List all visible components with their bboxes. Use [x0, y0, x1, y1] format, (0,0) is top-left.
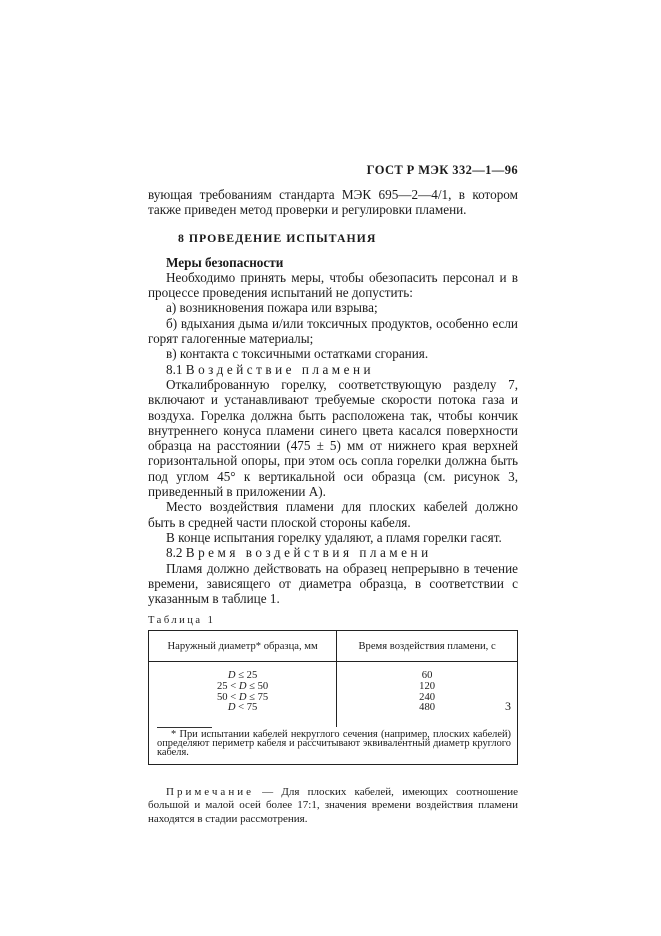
section-8-2-number: 8.2 — [166, 545, 183, 561]
safety-item-a: а) возникновения пожара или взрыва; — [166, 300, 378, 316]
table-header-row — [149, 631, 518, 662]
flame-time-table — [148, 630, 518, 764]
section-8-1-title: Воздействие пламени — [185, 361, 375, 377]
section-8-1-heading — [148, 362, 518, 377]
diameter-cell: D < 75 — [149, 703, 337, 727]
table-header — [149, 631, 518, 662]
safety-measures-heading: Меры безопасности — [166, 254, 284, 270]
safety-item-v: в) контакта с токсичными остатками сгорания. — [166, 346, 429, 362]
diameter-column-header: Наружный диаметр* образца, мм — [149, 631, 337, 662]
time-cell: 240 — [419, 691, 436, 703]
time-cell: 120 — [419, 681, 436, 693]
table-row — [149, 693, 518, 704]
safety-intro-paragraph: Необходимо принять меры, чтобы обезопасить персонал и в процессе проведения испытаний не допустить: — [148, 269, 518, 301]
flat-cable-paragraph: Место воздействия пламени для плоских кабелей должно быть в средней части плоской стороны кабеля. — [148, 499, 518, 530]
page-number: 3 — [505, 699, 511, 713]
section-8-heading: 8 ПРОВЕДЕНИЕ ИСПЫТАНИЯ — [178, 230, 377, 245]
table-body — [149, 662, 518, 764]
end-of-test-paragraph: В конце испытания горелку удаляют, а пламя горелки гасят. — [166, 529, 502, 545]
table-row — [149, 703, 518, 727]
table-footnote-row — [149, 727, 518, 764]
time-cell: 480 — [419, 702, 436, 714]
document-header: ГОСТ Р МЭК 332—1—96 — [366, 163, 518, 177]
footnote-rule — [157, 727, 212, 728]
diameter-cell: 25 < D ≤ 50 — [149, 682, 337, 693]
safety-item-b: б) вдыхания дыма и/или токсичных продуктов, особенно если горят галогенные материалы; — [148, 315, 518, 347]
note-label: Примечание — [166, 785, 254, 798]
time-column-header: Время воздействия пламени, с — [337, 631, 518, 662]
page-content — [148, 163, 518, 826]
time-cell: 60 — [421, 670, 433, 682]
section-8-2-heading — [148, 545, 518, 560]
diameter-cell: 50 < D ≤ 75 — [149, 693, 337, 704]
intro-continuation-paragraph: вующая требованиям стандарта МЭК 695—2—4/1, в котором также приведен метод проверки и регулировки пламени. — [148, 187, 518, 218]
table-footnote-text: * При испытании кабелей некруглого сечения (например, плоских кабелей) определяют периметр кабеля и рассчитывают эквивалентный диаметр круглого кабеля. — [157, 728, 511, 759]
diameter-cell: D ≤ 25 — [149, 662, 337, 682]
section-8-1-number: 8.1 — [166, 361, 183, 377]
table-footnote-cell — [149, 727, 518, 764]
table-row — [149, 682, 518, 693]
note-text: — Для плоских кабелей, имеющих соотношение большой и малой осей более 17:1, значения времени воздействия пламени находятся в стадии рассмотрения. — [148, 785, 519, 825]
flame-application-paragraph: Откалиброванную горелку, соответствующую разделу 7, включают и устанавливают требуемые скорости потока газа и воздуха. Горелка должна быть расположена так, чтобы кончик внутреннего конуса пламени синего цвета касался поверхности образца на расстоянии (475 ± 5) мм от нижнего края верхней горизонтальной опоры, при этом ось сопла горелки должна быть под углом 45° к вертикальной оси образца (см. рисунок 3, приведенный в приложении А). — [148, 376, 518, 500]
flame-time-paragraph: Пламя должно действовать на образец непрерывно в течение времени, зависящего от диаметра образца, в соответствии с указанным в таблице 1. — [148, 560, 518, 607]
table-1-label: Таблица 1 — [148, 615, 216, 627]
note-paragraph — [148, 786, 518, 827]
table-row — [149, 662, 518, 682]
section-8-2-title: Время воздействия пламени — [185, 545, 432, 561]
